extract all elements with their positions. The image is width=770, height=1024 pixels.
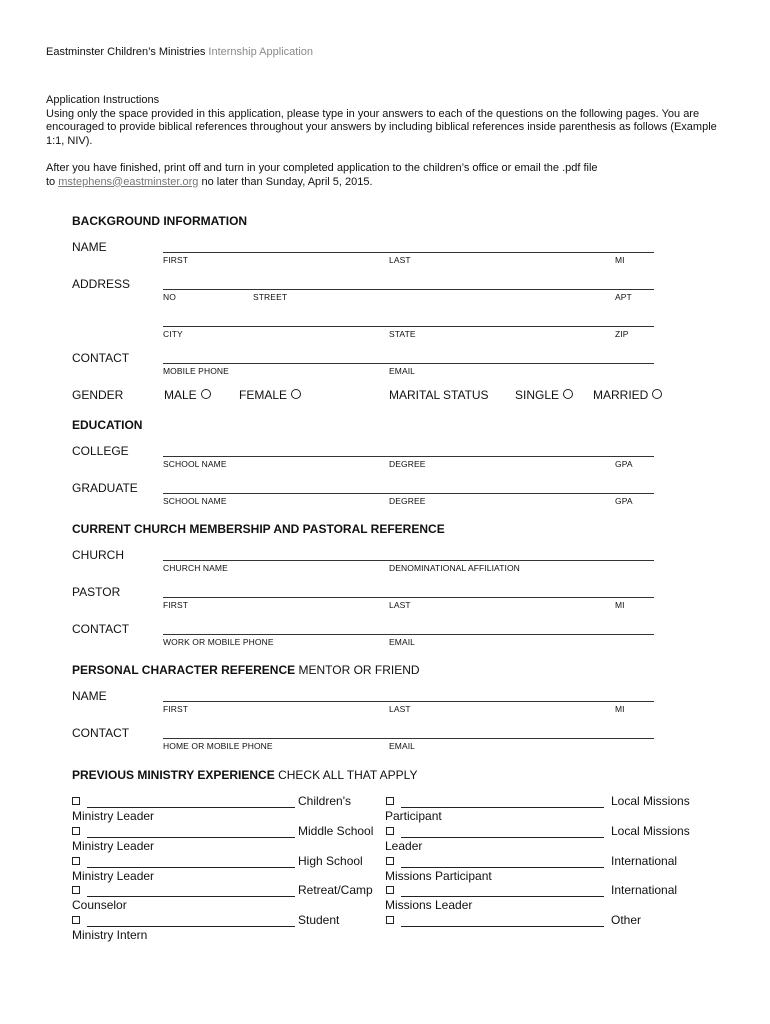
caption-degree: DEGREE [389,459,426,469]
pastor-field[interactable] [163,597,654,598]
ministry-option-label: Student [298,913,340,928]
caption-church-name: CHURCH NAME [163,563,228,573]
ministry-option-label-continued: Missions Participant [385,868,492,883]
instructions-para2 [46,162,726,189]
ministry-role-field[interactable] [401,867,604,868]
college-label: COLLEGE [72,444,129,458]
female-label: FEMALE [239,388,288,402]
personal-heading-suffix: MENTOR OR FRIEND [298,663,420,677]
caption-apt: APT [615,292,632,302]
section-education-heading: EDUCATION [72,418,143,432]
ministry-role-field[interactable] [401,896,604,897]
caption-no: NO [163,292,176,302]
contact-field[interactable] [163,363,654,364]
section-church-heading: CURRENT CHURCH MEMBERSHIP AND PASTORAL REFERENCE [72,522,445,536]
pastor-contact-label: CONTACT [72,622,130,636]
caption-state: STATE [389,329,416,339]
ministry-role-field[interactable] [87,837,295,838]
address-label: ADDRESS [72,277,131,291]
pastor-label: PASTOR [72,585,121,599]
caption-mi: MI [615,255,625,265]
caption-gpa: GPA [615,459,633,469]
caption-mi: MI [615,704,625,714]
pastor-contact-field[interactable] [163,634,654,635]
city-state-zip-field[interactable] [163,326,654,327]
caption-email: EMAIL [389,637,416,647]
ministry-option-label: Other [611,913,642,928]
college-field[interactable] [163,456,654,457]
male-label: MALE [164,388,197,402]
ministry-role-field[interactable] [401,926,604,927]
header-subtitle: Internship Application [208,46,313,58]
graduate-label: GRADUATE [72,481,138,495]
caption-city: CITY [163,329,183,339]
instructions-para2-to: to [46,175,56,188]
caption-work-phone: WORK OR MOBILE PHONE [163,637,274,647]
female-option[interactable] [239,388,301,402]
ministry-option-label: Local Missions [611,823,690,838]
contact-label: CONTACT [72,351,130,365]
name-field[interactable] [163,252,654,253]
married-radio[interactable] [652,389,662,399]
caption-last: LAST [389,255,411,265]
section-background-heading: BACKGROUND INFORMATION [72,214,248,228]
instructions [46,94,726,189]
reference-name-field[interactable] [163,701,654,702]
married-label: MARRIED [593,388,649,402]
ministry-option-label: Middle School [298,823,374,838]
caption-first: FIRST [163,255,189,265]
caption-last: LAST [389,704,411,714]
caption-degree: DEGREE [389,496,426,506]
ministry-option-label-continued: Counselor [72,898,127,913]
ministry-option-label-continued: Ministry Intern [72,928,148,943]
reference-contact-label: CONTACT [72,726,130,740]
single-label: SINGLE [515,388,560,402]
ministry-checkbox[interactable] [72,916,80,924]
ministry-heading-bold: PREVIOUS MINISTRY EXPERIENCE [72,768,275,782]
ministry-option-label: International [611,883,678,898]
caption-email: EMAIL [389,366,416,376]
ministry-role-field[interactable] [87,926,295,927]
caption-home-phone: HOME OR MOBILE PHONE [163,741,273,751]
header-title: Eastminster Children’s Ministries [46,46,206,58]
reference-contact-field[interactable] [163,738,654,739]
ministry-option-label-continued: Ministry Leader [72,868,155,883]
ministry-option-label-continued: Participant [385,809,442,823]
ministry-role-field[interactable] [401,837,604,838]
instructions-para1: Using only the space provided in this application, please type in your answers to each of the questions on the following pages. You are encouraged to provide biblical references throughout your answers by including biblical references inside parenthesis as follows (Example 1:1, NIV). [46,107,717,147]
caption-first: FIRST [163,704,189,714]
ministry-heading-suffix: CHECK ALL THAT APPLY [278,768,418,782]
male-option[interactable] [164,388,211,402]
email-link[interactable]: mstephens@eastminster.org [58,175,199,188]
ministry-role-field[interactable] [87,896,295,897]
ministry-role-field[interactable] [401,807,604,808]
ministry-option-label: Children's [298,794,351,808]
marital-status-label: MARITAL STATUS [389,388,489,402]
ministry-checkbox[interactable] [72,827,80,835]
reference-name-label: NAME [72,689,107,703]
caption-street: STREET [253,292,288,302]
caption-first: FIRST [163,600,189,610]
caption-zip: ZIP [615,329,629,339]
ministry-checkbox[interactable] [386,827,394,835]
instructions-para2-text: After you have finished, print off and turn in your completed application to the children’s office or email the .pdf file [46,162,598,174]
caption-email: EMAIL [389,741,416,751]
name-label: NAME [72,240,107,254]
caption-mobile-phone: MOBILE PHONE [163,366,229,376]
married-option[interactable] [593,388,662,402]
caption-gpa: GPA [615,496,633,506]
graduate-field[interactable] [163,493,654,494]
ministry-option-label: Retreat/Camp [298,883,373,898]
ministry-option-label-continued: Ministry Leader [72,809,155,823]
single-radio[interactable] [563,389,573,399]
ministry-option-label: International [611,853,678,868]
male-radio[interactable] [201,389,211,399]
gender-label: GENDER [72,388,124,402]
ministry-checkbox[interactable] [386,886,394,894]
ministry-role-field[interactable] [87,807,295,808]
caption-school-name: SCHOOL NAME [163,496,227,506]
ministry-option-label: Local Missions [611,794,690,808]
street-address-field[interactable] [163,289,654,290]
ministry-role-field[interactable] [87,867,295,868]
section-ministry-heading [72,768,417,782]
caption-denominational-affiliation: DENOMINATIONAL AFFILIATION [389,563,520,573]
ministry-option-label-continued: Leader [385,838,423,853]
ministry-checkbox[interactable] [72,886,80,894]
single-option[interactable] [515,388,573,402]
ministry-checkbox[interactable] [386,857,394,865]
caption-mi: MI [615,600,625,610]
document-header [46,46,313,58]
ministry-option-label-continued: Ministry Leader [72,838,155,853]
ministry-checkbox[interactable] [72,857,80,865]
instructions-heading: Application Instructions [46,94,160,106]
ministry-checkbox[interactable] [72,797,80,805]
personal-heading-bold: PERSONAL CHARACTER REFERENCE [72,663,296,677]
caption-last: LAST [389,600,411,610]
ministry-checkbox[interactable] [386,916,394,924]
section-personal-heading [72,663,420,677]
female-radio[interactable] [291,389,301,399]
church-label: CHURCH [72,548,124,562]
ministry-checkbox[interactable] [386,797,394,805]
church-field[interactable] [163,560,654,561]
caption-school-name: SCHOOL NAME [163,459,227,469]
ministry-option-label: High School [298,853,363,868]
ministry-option-label-continued: Missions Leader [385,898,473,913]
instructions-deadline: no later than Sunday, April 5, 2015. [201,175,373,188]
